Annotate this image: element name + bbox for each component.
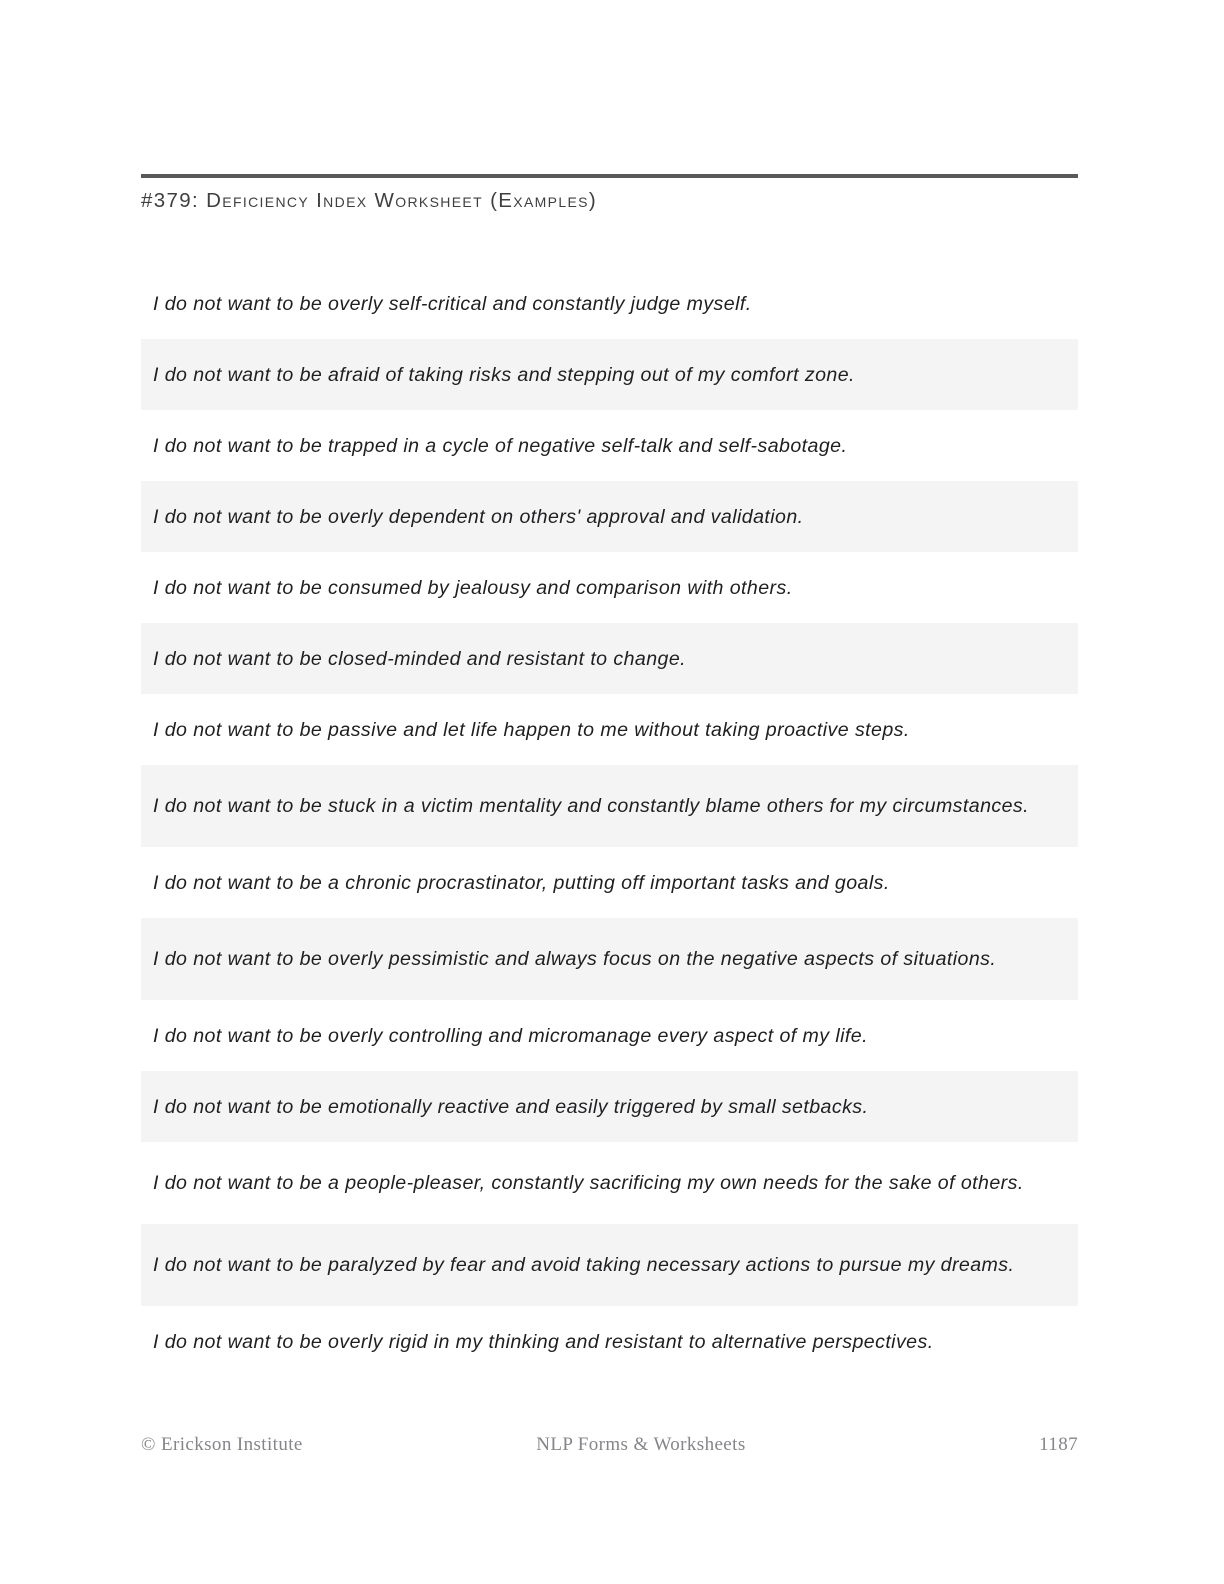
statement-text: I do not want to be emotionally reactive and easily triggered by small setbacks. [153, 1095, 869, 1118]
statement-text: I do not want to be consumed by jealousy and comparison with others. [153, 576, 793, 599]
statement-text: I do not want to be passive and let life happen to me without taking proactive steps. [153, 718, 910, 741]
statement-row [141, 1306, 1078, 1377]
page-header [141, 174, 1078, 213]
statement-text: I do not want to be closed-minded and resistant to change. [153, 647, 687, 670]
statement-text: I do not want to be paralyzed by fear and avoid taking necessary actions to pursue my dreams. [153, 1254, 1015, 1276]
statement-row [141, 1071, 1078, 1142]
statement-list [141, 268, 1078, 1377]
statement-row [141, 268, 1078, 339]
statement-row [141, 339, 1078, 410]
statement-text: I do not want to be overly pessimistic and always focus on the negative aspects of situations. [153, 948, 997, 970]
footer-copyright: © Erickson Institute [141, 1434, 303, 1455]
statement-row [141, 694, 1078, 765]
statement-text: I do not want to be a chronic procrastinator, putting off important tasks and goals. [153, 871, 890, 894]
statement-row [141, 1000, 1078, 1071]
statement-text: I do not want to be overly self-critical and constantly judge myself. [153, 292, 752, 315]
statement-text: I do not want to be a people-pleaser, constantly sacrificing my own needs for the sake of others. [153, 1172, 1024, 1194]
statement-text: I do not want to be overly controlling and micromanage every aspect of my life. [153, 1024, 868, 1047]
statement-text: I do not want to be afraid of taking risks and stepping out of my comfort zone. [153, 363, 855, 386]
statement-row [141, 765, 1078, 847]
statement-text: I do not want to be overly dependent on others' approval and validation. [153, 505, 804, 528]
statement-row [141, 918, 1078, 1000]
statement-text: I do not want to be overly rigid in my thinking and resistant to alternative perspectives. [153, 1330, 934, 1353]
statement-row [141, 1142, 1078, 1224]
page-title: #379: Deficiency Index Worksheet (Examples) [141, 189, 598, 212]
page-footer [141, 1434, 1078, 1456]
footer-document-title: NLP Forms & Worksheets [536, 1434, 746, 1455]
header-rule-divider [141, 174, 1078, 178]
statement-text: I do not want to be stuck in a victim mentality and constantly blame others for my circumstances. [153, 795, 1030, 817]
statement-row [141, 1224, 1078, 1306]
statement-row [141, 552, 1078, 623]
statement-text: I do not want to be trapped in a cycle of negative self-talk and self-sabotage. [153, 434, 848, 457]
statement-row [141, 847, 1078, 918]
footer-page-number: 1187 [1039, 1434, 1078, 1455]
statement-row [141, 410, 1078, 481]
statement-row [141, 481, 1078, 552]
statement-row [141, 623, 1078, 694]
